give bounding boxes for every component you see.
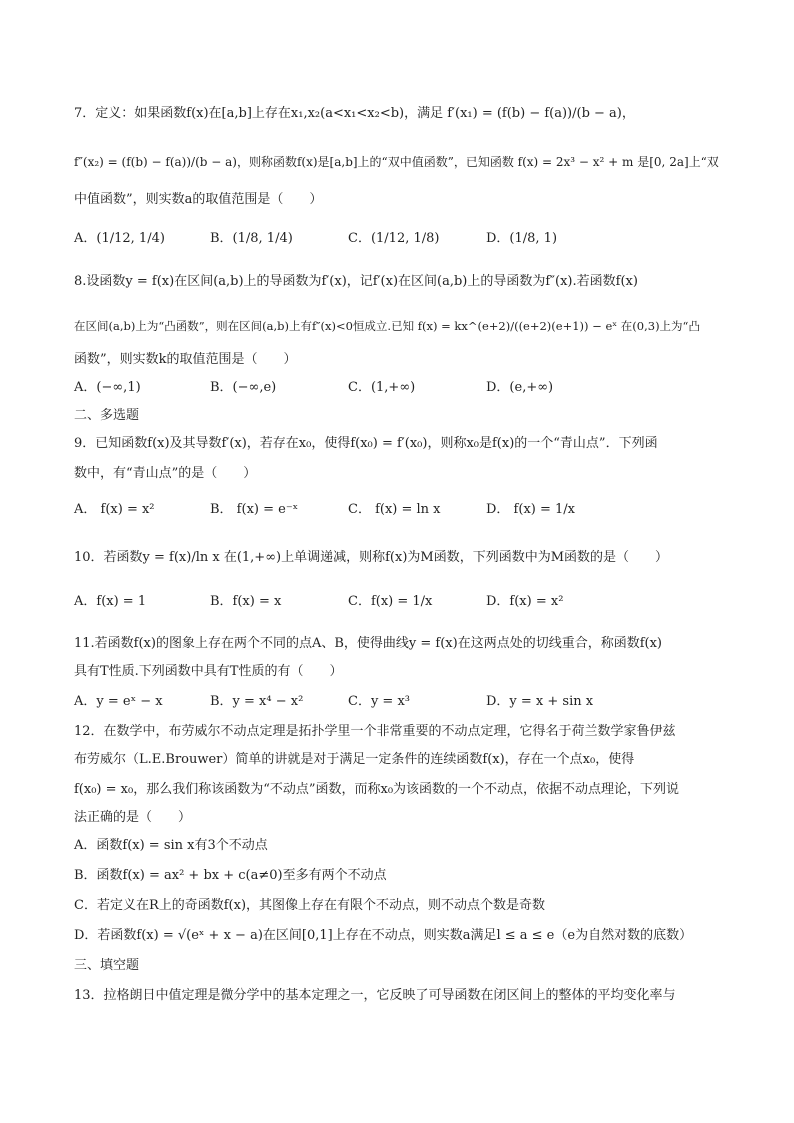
q8-option-d: D．(e,+∞)	[486, 380, 554, 395]
q7-option-a: A．(1/12, 1/4)	[74, 231, 165, 246]
q12-line2: 布劳威尔（L.E.Brouwer）简单的讲就是对于满足一定条件的连续函数f(x)，存在一个点x₀，使得	[74, 752, 635, 767]
q12-option-d: D．若函数f(x) = √(eˣ + x − a)在区间[0,1]上存在不动点，则实数a满足l ≤ a ≤ e（e为自然对数的底数）	[74, 928, 693, 943]
q13-line1: 13．拉格朗日中值定理是微分学中的基本定理之一，它反映了可导函数在闭区间上的整体的平均变化率与	[74, 988, 676, 1003]
q8-option-b: B．(−∞,e)	[210, 380, 277, 395]
q11-line1: 11.若函数f(x)的图象上存在两个不同的点A、B，使得曲线y = f(x)在这两点处的切线重合，称函数f(x)	[74, 636, 662, 651]
q8-option-c: C．(1,+∞)	[348, 380, 416, 395]
q7-option-c: C．(1/12, 1/8)	[348, 231, 440, 246]
q9-option-a: A． f(x) = x²	[74, 502, 155, 517]
q10-option-d: D．f(x) = x²	[486, 594, 564, 609]
q9-line2: 数中，有“青山点”的是（ ）	[74, 466, 257, 481]
q11-option-c: C．y = x³	[348, 694, 410, 709]
q10-line1: 10．若函数y = f(x)/ln x 在(1,+∞)上单调递减，则称f(x)为M函数，下列函数中为M函数的是（ ）	[74, 550, 669, 565]
q10-option-b: B．f(x) = x	[210, 594, 282, 609]
q7-line2: f″(x₂) = (f(b) − f(a))/(b − a)，则称函数f(x)是[a,b]上的“双中值函数”，已知函数 f(x) = 2x³ − x² + m 是[0, 2a]上“双	[74, 155, 719, 169]
q10-option-c: C．f(x) = 1/x	[348, 594, 433, 609]
q8-line1: 8.设函数y = f(x)在区间(a,b)上的导函数为f′(x)，记f′(x)在区间(a,b)上的导函数为f″(x).若函数f(x)	[74, 274, 638, 289]
q7-option-b: B．(1/8, 1/4)	[210, 231, 293, 246]
q12-line1: 12．在数学中，布劳威尔不动点定理是拓扑学里一个非常重要的不动点定理，它得名于荷兰数学家鲁伊兹	[74, 724, 676, 739]
q9-line1: 9．已知函数f(x)及其导数f′(x)，若存在x₀，使得f(x₀) = f′(x₀)，则称x₀是f(x)的一个“青山点”．下列函	[74, 436, 658, 451]
q7-option-d: D．(1/8, 1)	[486, 231, 558, 246]
q7-line3: 中值函数”，则实数a的取值范围是（ ）	[74, 192, 323, 207]
q12-option-a: A．函数f(x) = sin x有3个不动点	[74, 838, 268, 853]
q12-option-c: C．若定义在R上的奇函数f(x)，其图像上存在有限个不动点，则不动点个数是奇数	[74, 898, 546, 913]
q12-line4: 法正确的是（ ）	[74, 810, 192, 825]
q10-option-a: A．f(x) = 1	[74, 594, 147, 609]
q9-option-b: B． f(x) = e⁻ˣ	[210, 502, 299, 517]
q11-option-d: D．y = x + sin x	[486, 694, 594, 709]
q7-line1: 7．定义：如果函数f(x)在[a,b]上存在x₁,x₂(a<x₁<x₂<b)，满足 f′(x₁) = (f(b) − f(a))/(b − a)，	[74, 106, 635, 121]
q8-option-a: A．(−∞,1)	[74, 380, 141, 395]
q9-option-c: C． f(x) = ln x	[348, 502, 441, 517]
q8-line3: 函数”，则实数k的取值范围是（ ）	[74, 352, 297, 367]
q11-option-a: A．y = eˣ − x	[74, 694, 163, 709]
q12-option-b: B．函数f(x) = ax² + bx + c(a≠0)至多有两个不动点	[74, 868, 387, 883]
section-heading-fill-in: 三、填空题	[74, 958, 140, 973]
section-heading-multiple-choice: 二、多选题	[74, 408, 140, 423]
q11-line2: 具有T性质.下列函数中具有T性质的有（ ）	[74, 664, 343, 679]
q12-line3: f(x₀) = x₀，那么我们称该函数为“不动点”函数，而称x₀为该函数的一个不动点，依据不动点理论，下列说	[74, 782, 680, 797]
q8-line2: 在区间(a,b)上为“凸函数”，则在区间(a,b)上有f″(x)<0恒成立.已知 f(x) = kx^(e+2)/((e+2)(e+1)) − eˣ 在(0,3)上为“凸	[74, 319, 700, 333]
q11-option-b: B．y = x⁴ − x²	[210, 694, 304, 709]
q9-option-d: D． f(x) = 1/x	[486, 502, 575, 517]
